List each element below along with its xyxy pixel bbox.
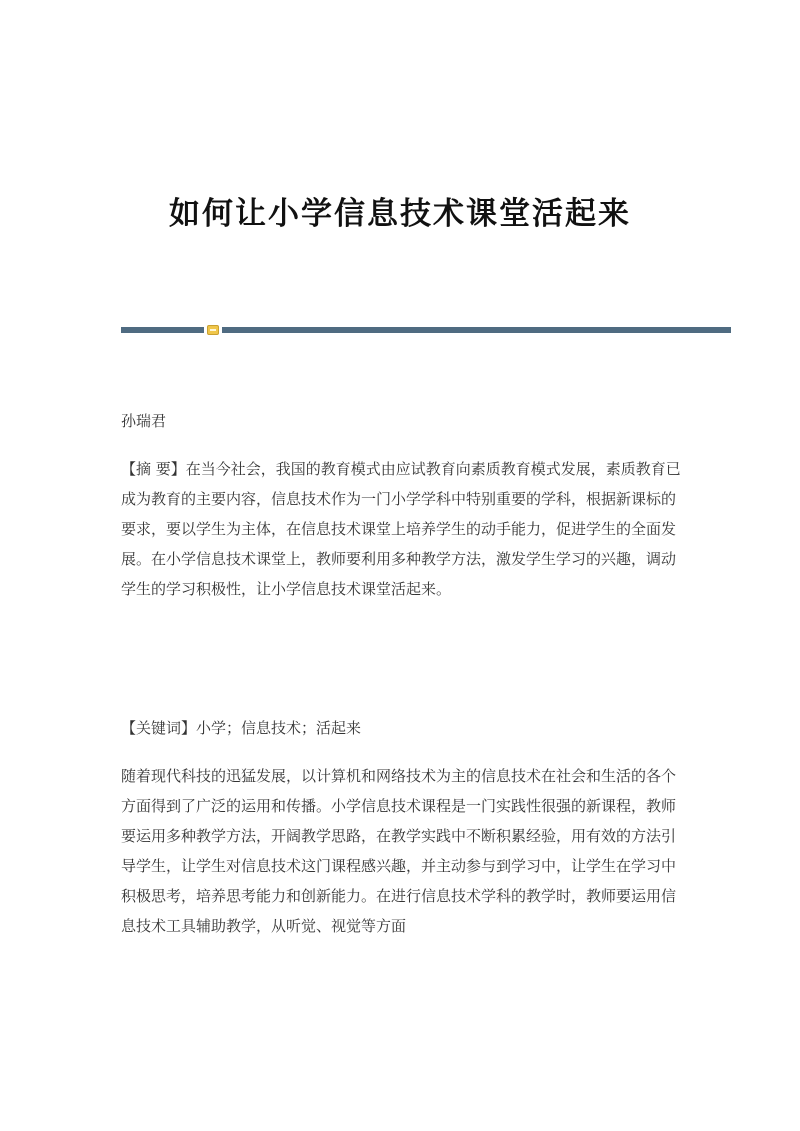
divider-bar-left — [121, 327, 204, 333]
abstract-text: 在当今社会，我国的教育模式由应试教育向素质教育模式发展，素质教育已成为教育的主要内容，信息技术作为一门小学学科中特别重要的学科，根据新课标的要求，要以学生为主体，在信息技术课堂上培养学生的动手能力，促进学生的全面发展。在小学信息技术课堂上，教师要利用多种教学方法，激发学生学习的兴趣，调动学生的学习积极性，让小学信息技术课堂活起来。 — [121, 460, 681, 598]
divider-bar-right — [222, 327, 731, 333]
page-title: 如何让小学信息技术课堂活起来 — [169, 196, 631, 232]
title-divider — [121, 325, 731, 335]
keywords-text: 小学；信息技术；活起来 — [196, 719, 362, 737]
keywords-label: 【关键词】 — [121, 719, 197, 737]
body-paragraph: 随着现代科技的迅猛发展，以计算机和网络技术为主的信息技术在社会和生活的各个方面得到了广泛的运用和传播。小学信息技术课程是一门实践性很强的新课程，教师要运用多种教学方法，开阔教学思路，在教学实践中不断积累经验，用有效的方法引导学生，让学生对信息技术这门课程感兴趣，并主动参与到学习中，让学生在学习中积极思考，培养思考能力和创新能力。在进行信息技术学科的教学时，教师要运用信息技术工具辅助教学，从听觉、视觉等方面 — [121, 767, 677, 935]
envelope-icon — [207, 325, 219, 335]
abstract-label: 【摘 要】 — [121, 460, 186, 478]
author-name: 孙瑞君 — [121, 412, 167, 430]
keywords-paragraph — [121, 713, 681, 743]
abstract-paragraph — [121, 454, 681, 604]
